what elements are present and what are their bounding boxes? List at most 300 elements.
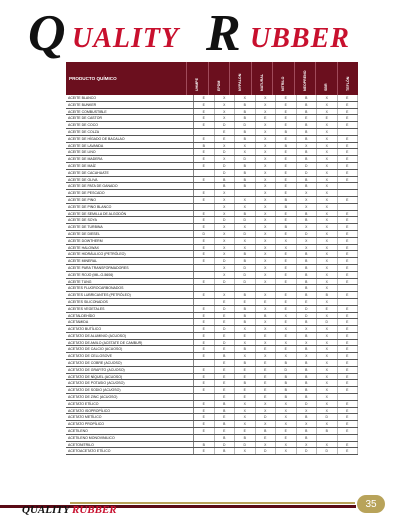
row-rating <box>194 285 215 291</box>
row-rating: E <box>235 387 256 393</box>
table-row <box>66 279 358 286</box>
row-rating: X <box>215 211 236 217</box>
row-rating: X <box>256 408 277 414</box>
row-rating: D <box>235 231 256 237</box>
row-rating <box>194 360 215 366</box>
row-rating: B <box>215 401 236 407</box>
row-rating: B <box>235 292 256 298</box>
row-rating: E <box>256 333 277 339</box>
row-rating: E <box>256 387 277 393</box>
row-rating: X <box>256 143 277 149</box>
row-rating: E <box>215 346 236 352</box>
row-rating: E <box>194 353 215 359</box>
row-rating: B <box>297 292 318 298</box>
row-rating: X <box>317 217 338 223</box>
header-col <box>229 62 251 95</box>
row-rating: E <box>338 374 359 380</box>
header-col-label: UHMPE <box>195 78 200 91</box>
row-rating: X <box>256 217 277 223</box>
table-row <box>66 183 358 190</box>
row-rating: X <box>215 143 236 149</box>
row-rating: B <box>215 408 236 414</box>
row-chemical-name: ACEITES FLUOROCARBONADOS <box>66 285 194 291</box>
row-rating: X <box>235 401 256 407</box>
row-rating: B <box>297 414 318 420</box>
row-rating: X <box>256 421 277 427</box>
row-chemical-name: ACETILENO <box>66 428 194 434</box>
row-rating: E <box>276 136 297 142</box>
row-rating: E <box>338 177 359 183</box>
row-rating: E <box>194 156 215 162</box>
row-rating: E <box>215 129 236 135</box>
row-rating: E <box>276 156 297 162</box>
row-rating: E <box>338 326 359 332</box>
row-rating <box>194 272 215 278</box>
row-chemical-name: ACETATO DE CELLOSOVE <box>66 353 194 359</box>
table-row <box>66 326 358 333</box>
row-chemical-name: ACEITE DE COLZA <box>66 129 194 135</box>
row-rating: E <box>194 374 215 380</box>
row-rating: E <box>276 149 297 155</box>
row-rating: B <box>297 428 318 434</box>
row-rating <box>338 435 359 441</box>
row-rating: X <box>317 313 338 319</box>
row-rating <box>194 183 215 189</box>
row-rating: E <box>194 380 215 386</box>
row-chemical-name: ACETOACETATO ETÍLICO <box>66 448 194 454</box>
row-rating: D <box>235 265 256 271</box>
row-rating: X <box>256 238 277 244</box>
row-rating: E <box>338 122 359 128</box>
row-rating: E <box>194 251 215 257</box>
row-rating: X <box>276 401 297 407</box>
row-rating: X <box>276 421 297 427</box>
row-rating: E <box>194 149 215 155</box>
row-rating: X <box>256 183 277 189</box>
row-rating: X <box>256 258 277 264</box>
row-rating: E <box>338 197 359 203</box>
row-rating: E <box>194 408 215 414</box>
table-row <box>66 448 358 455</box>
row-rating: E <box>194 428 215 434</box>
row-rating: E <box>338 217 359 223</box>
row-rating: B <box>297 272 318 278</box>
table-row <box>66 115 358 122</box>
row-rating: X <box>215 265 236 271</box>
row-rating: D <box>317 319 338 325</box>
row-rating: B <box>235 313 256 319</box>
row-rating: X <box>235 224 256 230</box>
table-row <box>66 197 358 204</box>
row-rating: X <box>256 401 277 407</box>
row-chemical-name: ACETATO DE GRAFITO (ACUOSO) <box>66 367 194 373</box>
row-rating: B <box>276 374 297 380</box>
row-rating: X <box>235 197 256 203</box>
row-rating: B <box>297 95 318 101</box>
row-rating: D <box>297 448 318 454</box>
row-rating: X <box>256 279 277 285</box>
header-col <box>186 62 208 95</box>
row-rating: E <box>194 414 215 420</box>
row-rating: E <box>276 170 297 176</box>
logo-word-rubber: UBBER <box>250 23 350 54</box>
row-rating: X <box>317 211 338 217</box>
row-rating: E <box>194 279 215 285</box>
row-rating <box>194 435 215 441</box>
table-row <box>66 272 358 279</box>
table-row <box>66 421 358 428</box>
header-col-label: SBR <box>324 83 329 91</box>
row-chemical-name: ACEITE HIDRÁULICO (PETRÓLEO) <box>66 251 194 257</box>
row-rating: B <box>297 217 318 223</box>
row-rating: E <box>194 224 215 230</box>
row-rating: E <box>276 258 297 264</box>
header-col <box>208 62 230 95</box>
table-row <box>66 367 358 374</box>
row-rating: X <box>297 245 318 251</box>
row-rating: X <box>297 197 318 203</box>
row-rating: E <box>256 115 277 121</box>
row-rating: X <box>297 442 318 448</box>
table-row <box>66 319 358 326</box>
row-rating: E <box>276 333 297 339</box>
row-rating: B <box>276 360 297 366</box>
row-rating <box>215 285 236 291</box>
row-rating: B <box>297 394 318 400</box>
row-rating: E <box>338 319 359 325</box>
row-rating: E <box>276 102 297 108</box>
row-rating: E <box>317 115 338 121</box>
row-rating: E <box>194 319 215 325</box>
row-rating: E <box>276 428 297 434</box>
row-rating: B <box>297 183 318 189</box>
table-row <box>66 306 358 313</box>
row-rating: B <box>235 129 256 135</box>
row-rating: E <box>338 231 359 237</box>
row-rating: X <box>317 333 338 339</box>
row-rating: D <box>317 448 338 454</box>
row-rating: E <box>256 374 277 380</box>
row-rating: X <box>317 265 338 271</box>
row-rating: B <box>297 380 318 386</box>
row-rating: X <box>317 442 338 448</box>
table-row <box>66 408 358 415</box>
row-chemical-name: ACEITE BUNKER <box>66 102 194 108</box>
row-rating: E <box>215 360 236 366</box>
table-row <box>66 360 358 367</box>
row-rating: E <box>338 346 359 352</box>
row-rating: E <box>235 374 256 380</box>
row-rating: X <box>215 115 236 121</box>
row-rating: E <box>194 197 215 203</box>
row-rating: X <box>256 292 277 298</box>
row-rating: X <box>256 245 277 251</box>
row-rating: X <box>297 326 318 332</box>
table-row <box>66 211 358 218</box>
row-rating: B <box>235 251 256 257</box>
row-rating: D <box>297 306 318 312</box>
row-rating: B <box>235 211 256 217</box>
row-rating: E <box>297 299 318 305</box>
row-chemical-name: ACEITES LUBRICANTES (PETRÓLEO) <box>66 292 194 298</box>
row-rating: X <box>256 319 277 325</box>
row-rating: X <box>215 197 236 203</box>
row-rating: X <box>317 346 338 352</box>
row-rating: X <box>297 204 318 210</box>
row-chemical-name: ACEITE MINERAL <box>66 258 194 264</box>
row-rating: E <box>235 333 256 339</box>
row-chemical-name: ACEITE DE PESCADO <box>66 190 194 196</box>
row-rating: X <box>276 313 297 319</box>
row-rating: E <box>276 122 297 128</box>
row-rating: E <box>194 115 215 121</box>
row-rating: X <box>215 95 236 101</box>
row-chemical-name: ACEITE DE PINO <box>66 197 194 203</box>
row-rating: X <box>256 109 277 115</box>
table-row <box>66 122 358 129</box>
row-rating: B <box>297 251 318 257</box>
row-rating: E <box>338 156 359 162</box>
row-rating: X <box>256 231 277 237</box>
row-rating: D <box>194 231 215 237</box>
row-rating: X <box>276 408 297 414</box>
row-rating: B <box>317 428 338 434</box>
row-rating: X <box>317 394 338 400</box>
row-chemical-name: ACETATO DE NÍQUEL (ACUOSO) <box>66 374 194 380</box>
row-rating: E <box>215 367 236 373</box>
row-rating: E <box>194 136 215 142</box>
row-rating <box>194 170 215 176</box>
row-chemical-name: ACEITES SILICONADOS <box>66 299 194 305</box>
row-rating: E <box>338 360 359 366</box>
row-rating: E <box>276 95 297 101</box>
row-rating: X <box>297 143 318 149</box>
table-row <box>66 245 358 252</box>
row-rating: B <box>235 346 256 352</box>
row-rating: B <box>297 387 318 393</box>
row-rating: E <box>215 387 236 393</box>
row-chemical-name: ACETATO PROPÍLICO <box>66 421 194 427</box>
row-rating: X <box>215 102 236 108</box>
row-rating: B <box>194 442 215 448</box>
row-rating: B <box>297 265 318 271</box>
row-rating: X <box>317 238 338 244</box>
row-rating: E <box>338 414 359 420</box>
row-rating: E <box>338 258 359 264</box>
row-rating: X <box>256 156 277 162</box>
row-rating: D <box>297 163 318 169</box>
row-rating: B <box>235 319 256 325</box>
row-rating: D <box>297 231 318 237</box>
row-rating: X <box>317 109 338 115</box>
row-rating: E <box>235 428 256 434</box>
row-rating: X <box>317 170 338 176</box>
row-rating: X <box>215 156 236 162</box>
row-rating: E <box>194 245 215 251</box>
table-row <box>66 156 358 163</box>
row-rating: X <box>256 163 277 169</box>
row-rating: E <box>276 217 297 223</box>
row-rating: X <box>276 326 297 332</box>
row-rating: X <box>235 340 256 346</box>
row-rating: E <box>276 346 297 352</box>
row-rating: X <box>317 183 338 189</box>
row-chemical-name: ACEITE DE PINO BLANCO <box>66 204 194 210</box>
row-rating: B <box>235 258 256 264</box>
row-rating: X <box>317 299 338 305</box>
row-rating: E <box>338 421 359 427</box>
row-chemical-name: ACEITE DE LAVANDA <box>66 143 194 149</box>
table-row <box>66 129 358 136</box>
table-row <box>66 340 358 347</box>
row-chemical-name: ACETATO ETÍLICO <box>66 401 194 407</box>
row-rating: B <box>235 360 256 366</box>
row-rating: E <box>215 374 236 380</box>
row-rating: B <box>215 183 236 189</box>
row-rating: X <box>317 279 338 285</box>
row-rating: X <box>256 224 277 230</box>
table-row <box>66 265 358 272</box>
row-rating <box>235 190 256 196</box>
row-rating: X <box>276 414 297 420</box>
row-rating: D <box>297 170 318 176</box>
row-rating: B <box>215 448 236 454</box>
row-rating: E <box>194 258 215 264</box>
row-rating: X <box>317 197 338 203</box>
table-row <box>66 102 358 109</box>
row-rating: E <box>276 435 297 441</box>
row-rating: D <box>297 401 318 407</box>
header-col <box>272 62 294 95</box>
row-chemical-name: ACETATO METÍLICO <box>66 414 194 420</box>
row-rating: X <box>317 95 338 101</box>
row-rating: E <box>215 136 236 142</box>
row-rating: D <box>215 279 236 285</box>
row-rating: E <box>338 333 359 339</box>
row-rating: X <box>276 442 297 448</box>
row-rating: D <box>215 170 236 176</box>
row-rating: X <box>317 374 338 380</box>
row-rating: E <box>338 238 359 244</box>
row-rating: X <box>276 238 297 244</box>
row-rating: X <box>317 251 338 257</box>
row-chemical-name: ACEITE DE HÍGADO DE BACALAO <box>66 136 194 142</box>
row-rating: E <box>276 190 297 196</box>
row-rating: E <box>338 387 359 393</box>
table-row <box>66 95 358 102</box>
row-rating <box>276 285 297 291</box>
footer-logo-rubber: RUBBER <box>72 504 117 516</box>
row-chemical-name: ACETATO BUTÍLICO <box>66 326 194 332</box>
table-row <box>66 238 358 245</box>
row-rating: E <box>194 313 215 319</box>
row-rating: X <box>215 190 236 196</box>
row-rating: D <box>235 217 256 223</box>
row-rating: E <box>338 102 359 108</box>
row-rating: E <box>215 380 236 386</box>
row-rating: X <box>317 122 338 128</box>
row-rating <box>338 190 359 196</box>
row-chemical-name: ACETATO DE ALUMINIO (ACUOSO) <box>66 333 194 339</box>
table-row <box>66 136 358 143</box>
table-row <box>66 170 358 177</box>
table-row <box>66 387 358 394</box>
row-rating: E <box>194 238 215 244</box>
row-rating: E <box>338 245 359 251</box>
row-rating <box>317 435 338 441</box>
table-row <box>66 380 358 387</box>
row-rating: X <box>215 245 236 251</box>
table-row <box>66 258 358 265</box>
row-rating: X <box>215 292 236 298</box>
row-rating: X <box>297 238 318 244</box>
row-rating: B <box>276 224 297 230</box>
row-rating: D <box>215 306 236 312</box>
row-rating: X <box>317 224 338 230</box>
row-rating: B <box>297 211 318 217</box>
logo-letter-q: Q <box>28 5 66 62</box>
row-rating: X <box>297 408 318 414</box>
row-rating <box>235 285 256 291</box>
row-rating: X <box>215 238 236 244</box>
row-rating <box>338 204 359 210</box>
table-row <box>66 299 358 306</box>
table-row <box>66 109 358 116</box>
row-rating: E <box>256 346 277 352</box>
row-rating: E <box>276 115 297 121</box>
row-rating: X <box>297 353 318 359</box>
row-rating <box>194 394 215 400</box>
row-rating <box>194 129 215 135</box>
row-rating: E <box>338 211 359 217</box>
row-rating: B <box>276 394 297 400</box>
row-chemical-name: ACEITES VEGETALES <box>66 306 194 312</box>
table-row <box>66 346 358 353</box>
row-rating: E <box>235 394 256 400</box>
row-rating: B <box>276 129 297 135</box>
row-rating: E <box>194 448 215 454</box>
row-rating: E <box>338 380 359 386</box>
logo-word-quality: UALITY <box>72 23 180 54</box>
page-number: 35 <box>357 495 385 513</box>
row-rating: D <box>215 326 236 332</box>
row-rating: E <box>338 95 359 101</box>
row-chemical-name: ACEITE DE PATA DE GANADO <box>66 183 194 189</box>
row-rating: X <box>276 353 297 359</box>
row-rating: X <box>215 272 236 278</box>
row-rating: B <box>256 428 277 434</box>
table-row <box>66 251 358 258</box>
row-rating: B <box>297 435 318 441</box>
table-row <box>66 313 358 320</box>
row-rating: X <box>276 245 297 251</box>
row-rating: E <box>276 306 297 312</box>
row-rating: B <box>297 367 318 373</box>
row-rating: E <box>276 299 297 305</box>
row-rating: B <box>297 279 318 285</box>
header-product: PRODUCTO QUÍMICO <box>69 76 117 81</box>
row-chemical-name: ACETATO DE COBRE (ACUOSO) <box>66 360 194 366</box>
row-rating: E <box>338 115 359 121</box>
chemical-resistance-table <box>66 62 358 455</box>
row-rating: D <box>297 313 318 319</box>
row-rating: B <box>297 258 318 264</box>
row-rating: E <box>256 380 277 386</box>
row-rating: E <box>276 265 297 271</box>
table-row <box>66 414 358 421</box>
row-rating: B <box>276 380 297 386</box>
row-rating: X <box>317 177 338 183</box>
